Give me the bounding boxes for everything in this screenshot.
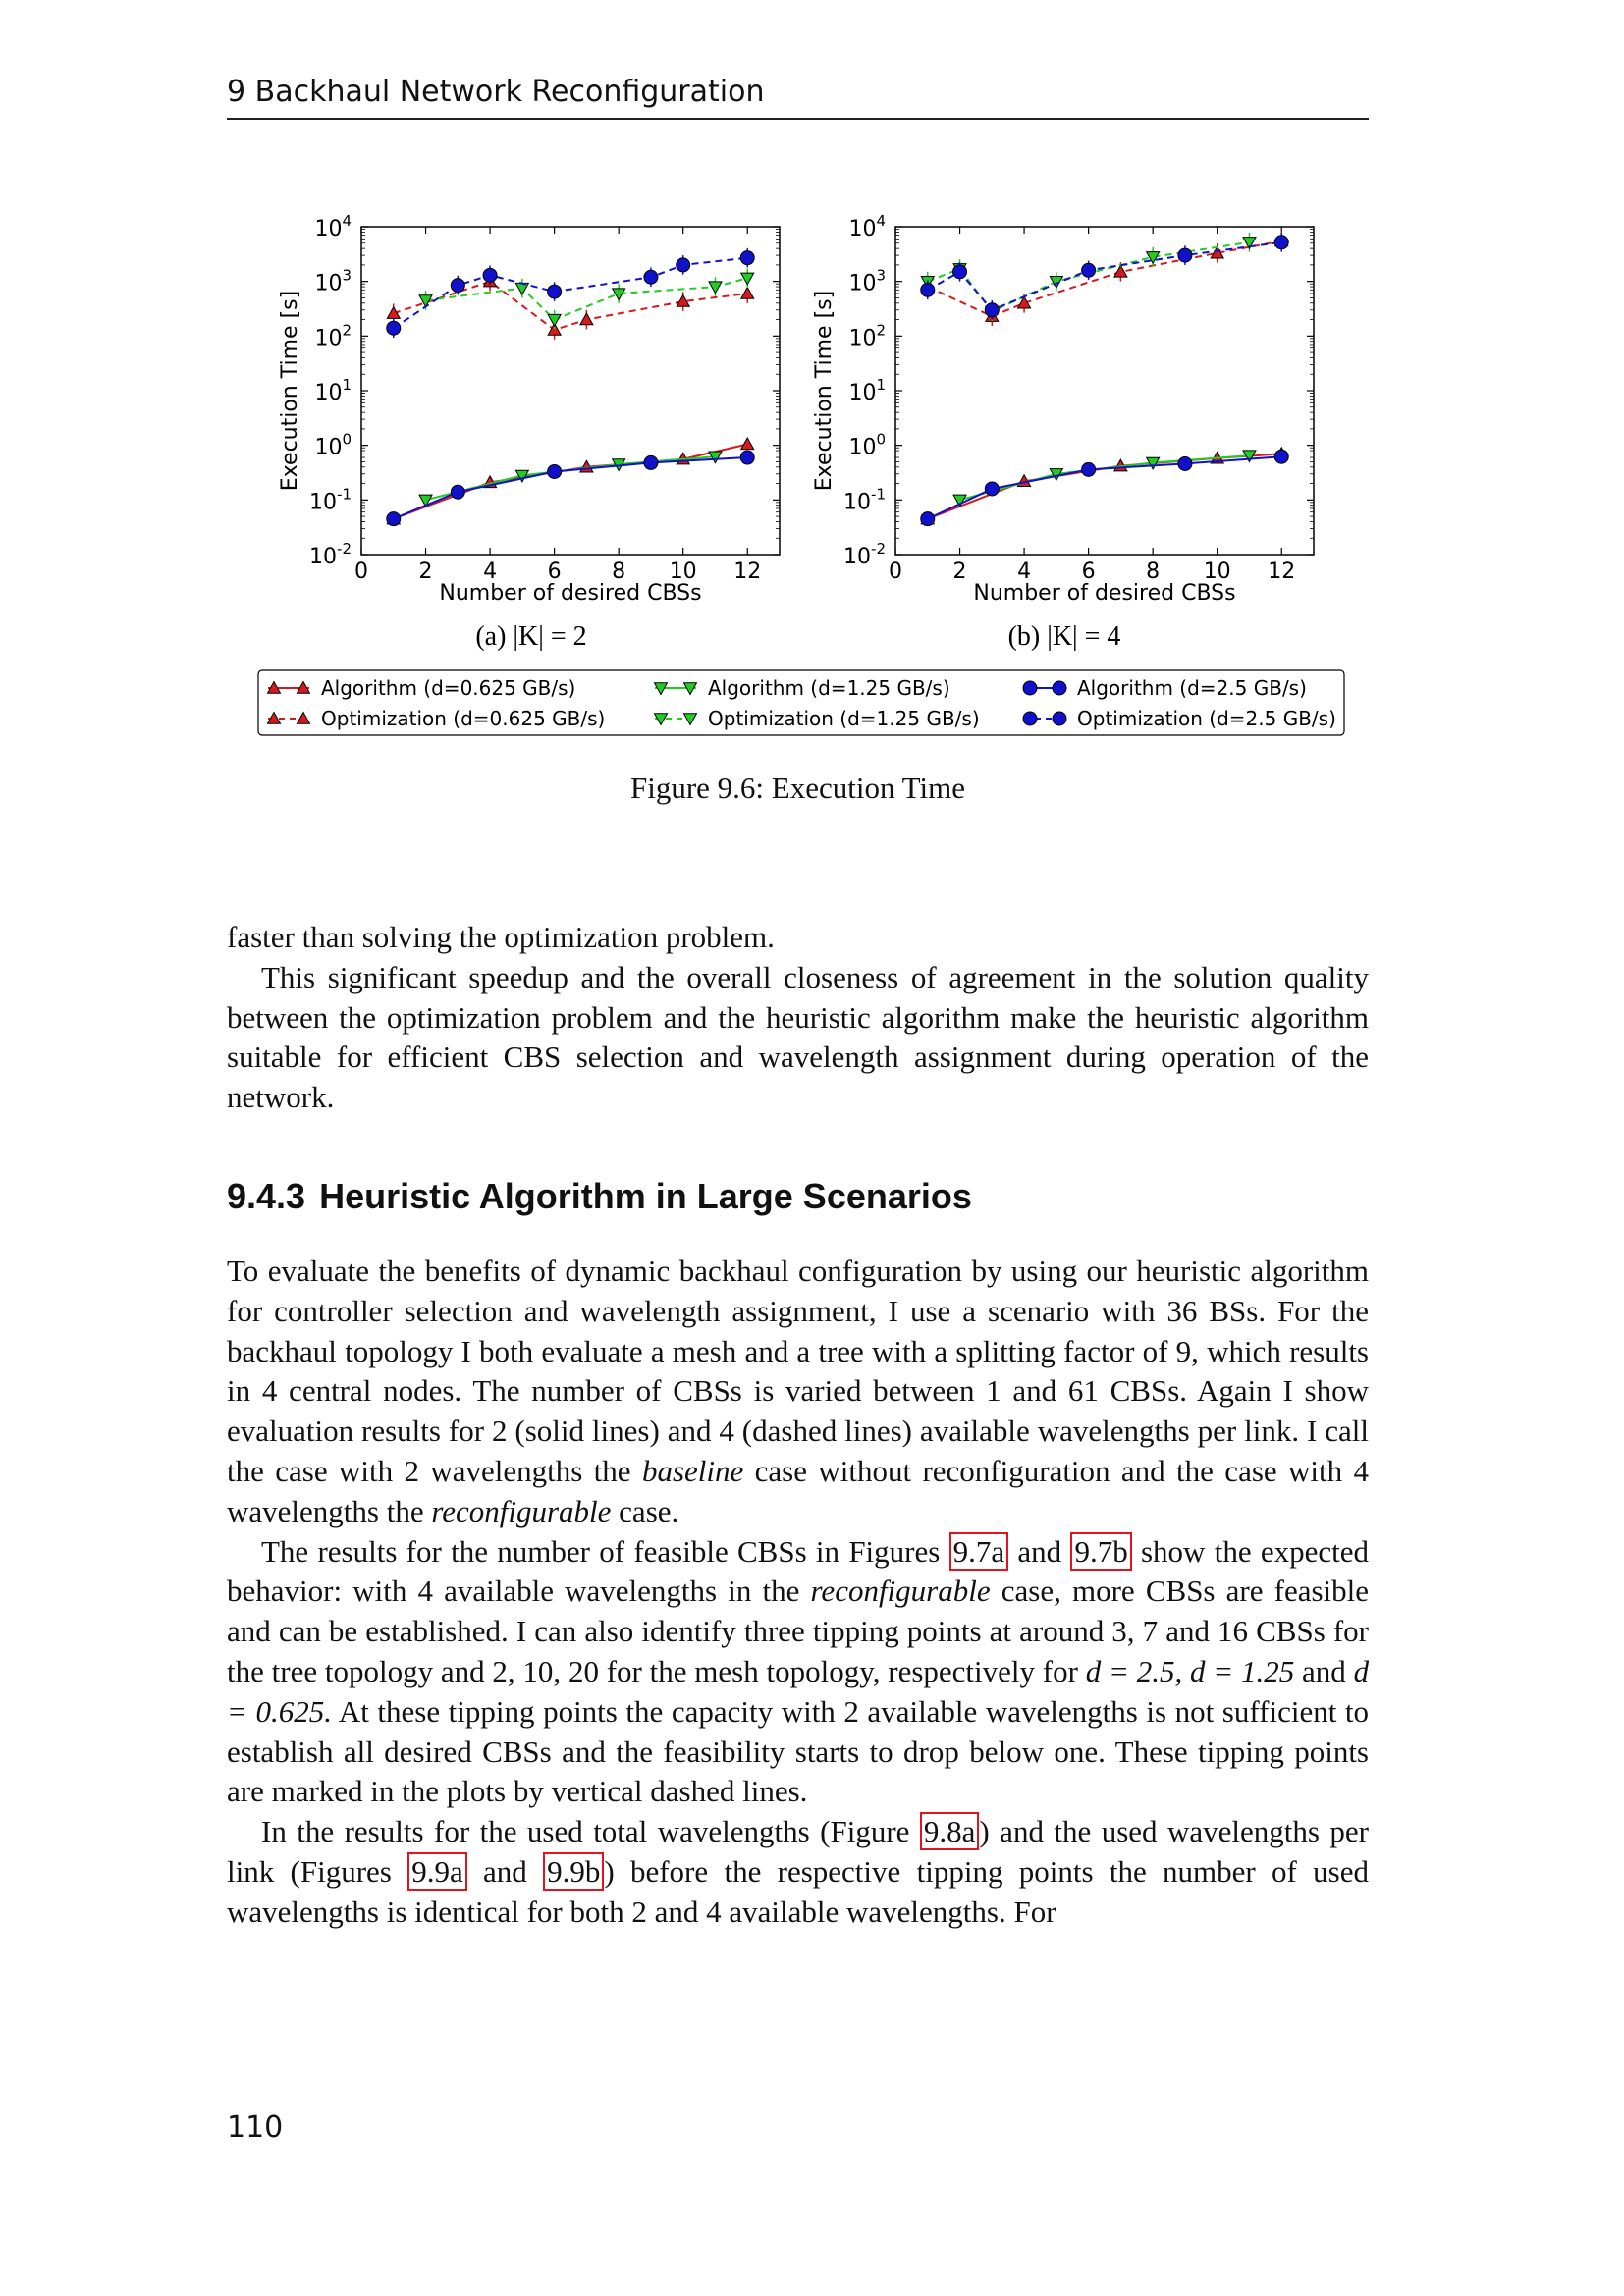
legend-marker: [1023, 712, 1037, 725]
chart-0-xtick-label: 4: [483, 560, 498, 584]
header-rule: [227, 118, 1369, 120]
figure-caption: Figure 9.6: Execution Time: [630, 771, 965, 805]
legend-marker: [1023, 681, 1037, 695]
chart-1-ytick-label: $10^{-1}$: [843, 485, 886, 515]
chart-1-ylabel: Execution Time [s]: [812, 290, 837, 492]
chart-0-data-point: [548, 285, 562, 298]
chart-0-xlabel: Number of desired CBSs: [439, 581, 702, 606]
running-header: 9 Backhaul Network Reconfiguration: [227, 75, 765, 109]
legend-label: Algorithm (d=1.25 GB/s): [708, 676, 950, 700]
legend-label: Optimization (d=1.25 GB/s): [708, 707, 980, 730]
chart-1-data-point: [1274, 236, 1288, 249]
chart-1-series-line: [928, 456, 1281, 518]
paragraph-3-text-b: case without reconfiguration and the case with 4 wavelengths the: [227, 1453, 1370, 1528]
paragraph-3-emphasis-baseline: baseline: [641, 1453, 744, 1488]
chart-1-xtick-label: 6: [1081, 560, 1096, 584]
chart-1-data-point: [1114, 265, 1127, 277]
chart-1-data-point: [1178, 456, 1192, 470]
paragraph-4-emphasis: reconfigurable: [810, 1574, 991, 1609]
chart-0-xtick-label: 6: [547, 560, 562, 584]
chart-1-xtick-label: 4: [1017, 560, 1032, 584]
chart-1-series-line: [928, 241, 1281, 317]
paragraph-2: This significant speedup and the overall closeness of agreement in the solution quality between the optimization problem and the heuristic algorithm make the heuristic algorithm suitable for efficient CBS selection and wavelength assignment during operation of the network.: [227, 959, 1369, 1115]
legend-label: Algorithm (d=0.625 GB/s): [321, 676, 576, 700]
chart-1-data-point: [921, 512, 935, 526]
math-d-2-5: d = 2.5,: [1085, 1653, 1183, 1688]
paragraph-3-emphasis-reconfigurable: reconfigurable: [431, 1493, 612, 1528]
chart-0-data-point: [709, 282, 722, 294]
body-block-2: [227, 1252, 1369, 1933]
chart-0-series-line: [394, 445, 747, 519]
paragraph-1: faster than solving the optimization problem.: [227, 920, 775, 954]
paragraph-4-text-b: show the expected behavior: with 4 available wavelengths in the: [227, 1533, 1370, 1609]
section-number: 9.4.3: [227, 1176, 306, 1216]
figure-charts: [227, 196, 1369, 746]
chart-1-data-point: [985, 482, 999, 496]
chart-1-data-point: [985, 303, 999, 317]
paragraph-5: [227, 1812, 1369, 1932]
chart-0-xtick-label: 8: [612, 560, 626, 584]
paragraph-3-text-c: case.: [619, 1493, 679, 1528]
chart-0-ytick-label: $10^2$: [314, 321, 352, 351]
chart-1-xtick-label: 10: [1203, 560, 1231, 584]
chart-0-data-point: [740, 251, 754, 265]
chart-0-series-line: [394, 258, 747, 329]
chart-1-data-point: [1274, 450, 1288, 463]
legend-marker: [1053, 712, 1066, 725]
paragraph-4-text-d: At these tipping points the capacity with 2 available wavelengths is not sufficient to establish all desired CBSs and the feasibility starts to drop below one. These tipping points are marked in the plots by vertical dashed lines.: [227, 1693, 1369, 1809]
chart-0-ylabel: Execution Time [s]: [278, 290, 302, 492]
body-block-1: [227, 918, 1369, 1118]
chart-0-ytick-label: $10^3$: [314, 266, 352, 296]
math-d-1-25: d = 1.25: [1190, 1653, 1295, 1688]
page-number: 110: [227, 2110, 284, 2145]
chart-0-ytick-label: $10^0$: [314, 430, 352, 460]
math-d-0-625: d = 0.625.: [227, 1653, 1370, 1729]
chart-1-data-point: [1082, 263, 1096, 277]
chart-0-data-point: [740, 451, 754, 464]
paragraph-4-text-c: case, more CBSs are feasible and can be established. I can also identify three tipping points at around 3, 7 and 16 CBSs for the tree topology and 2, 10, 20 for the mesh topology, respectively for: [227, 1574, 1370, 1688]
chart-0-data-point: [451, 279, 464, 293]
legend-label: Algorithm (d=2.5 GB/s): [1077, 676, 1307, 700]
chart-0-data-point: [515, 283, 528, 294]
chart-1-data-point: [953, 265, 967, 279]
chart-1-xtick-label: 2: [952, 560, 967, 584]
paragraph-4-text-a: The results for the number of feasible CBSs in Figures: [261, 1533, 941, 1569]
paragraph-5-text-c: ) before the respective tipping points the number of used wavelengths is identical for both 2 and 4 available wavelengths. For: [227, 1853, 1369, 1929]
figure-ref-9-9b[interactable]: 9.9b: [543, 1852, 604, 1891]
chart-0-data-point: [387, 512, 401, 526]
chart-0-ytick-label: $10^4$: [314, 212, 352, 241]
chart-0-data-point: [580, 313, 593, 325]
chart-1-xtick-label: 8: [1146, 560, 1161, 584]
figure: [227, 196, 1369, 825]
chart-1-data-point: [1178, 248, 1192, 262]
chart-1-ytick-label: $10^4$: [848, 212, 886, 241]
chart-0-ytick-label: $10^{-2}$: [309, 540, 352, 569]
chart-1-ytick-label: $10^{-2}$: [843, 540, 886, 569]
chart-1-data-point: [1050, 276, 1062, 288]
legend-label: Optimization (d=2.5 GB/s): [1077, 707, 1336, 730]
chart-0-data-point: [548, 464, 562, 478]
chart-0-data-point: [483, 268, 497, 282]
chart-0-data-point: [644, 455, 658, 469]
chart-1-xtick-label: 0: [889, 560, 902, 584]
chart-0-series-line: [426, 456, 716, 500]
chart-1-subcaption: (b) |K| = 4: [1007, 621, 1121, 652]
section-heading: [227, 1176, 972, 1217]
chart-1-series-line: [928, 454, 1281, 518]
chart-0-ytick-label: $10^{-1}$: [309, 485, 352, 515]
chart-0-data-point: [741, 273, 754, 285]
figure-ref-9-7b[interactable]: 9.7b: [1070, 1532, 1131, 1571]
paragraph-4-and-1: and: [1017, 1533, 1062, 1569]
chart-0-data-point: [387, 321, 401, 335]
paragraph-4: [227, 1532, 1369, 1813]
figure-ref-9-7a[interactable]: 9.7a: [949, 1532, 1009, 1571]
chart-0-data-point: [548, 314, 561, 326]
chart-1-ytick-label: $10^1$: [848, 376, 886, 405]
paragraph-3: [227, 1252, 1369, 1532]
chart-1-data-point: [921, 283, 935, 296]
chart-0-ytick-label: $10^1$: [314, 376, 352, 405]
paragraph-3-text-a: To evaluate the benefits of dynamic backhaul configuration by using our heuristic algorithm for controller selection and wavelength assignment, I use a scenario with 36 BSs. For the backhaul topology I both evaluate a mesh and a tree with a splitting factor of 9, which results in 4 central nodes. The number of CBSs is varied between 1 and 61 CBSs. Again I show evaluation results for 2 (solid lines) and 4 (dashed lines) available wavelengths per link. I call the case with 2 wavelengths the: [227, 1254, 1369, 1488]
chart-1-ytick-label: $10^3$: [848, 266, 886, 296]
chart-1-ytick-label: $10^0$: [848, 430, 886, 460]
chart-0-xtick-label: 12: [733, 560, 762, 584]
section-title: Heuristic Algorithm in Large Scenarios: [319, 1176, 972, 1216]
paragraph-5-and: and: [483, 1853, 527, 1889]
figure-ref-9-8a[interactable]: 9.8a: [920, 1812, 980, 1850]
chart-0-data-point: [451, 485, 464, 499]
paragraph-4-and-2: and: [1302, 1653, 1346, 1688]
legend-marker: [1053, 681, 1066, 695]
chart-1-data-point: [1082, 462, 1096, 476]
chart-0-subcaption: (a) |K| = 2: [475, 621, 587, 652]
chart-1-xtick-label: 12: [1268, 560, 1296, 584]
legend-label: Optimization (d=0.625 GB/s): [321, 707, 606, 730]
chart-0-xtick-label: 0: [354, 560, 368, 584]
chart-0-data-point: [644, 270, 658, 284]
paragraph-5-text-b: ) and the used wavelengths per link (Figures: [227, 1814, 1369, 1889]
chart-0-data-point: [741, 438, 754, 450]
chart-0-xtick-label: 10: [669, 560, 697, 584]
chart-1-ytick-label: $10^2$: [848, 321, 886, 351]
chart-0-series-line: [394, 457, 747, 519]
paragraph-5-text-a: In the results for the used total wavelengths (Figure: [261, 1814, 910, 1849]
chart-0-xtick-label: 2: [418, 560, 433, 584]
chart-0-data-point: [741, 288, 754, 299]
chart-0-data-point: [677, 258, 690, 272]
figure-ref-9-9a[interactable]: 9.9a: [407, 1852, 467, 1891]
chart-1-xlabel: Number of desired CBSs: [973, 581, 1236, 606]
